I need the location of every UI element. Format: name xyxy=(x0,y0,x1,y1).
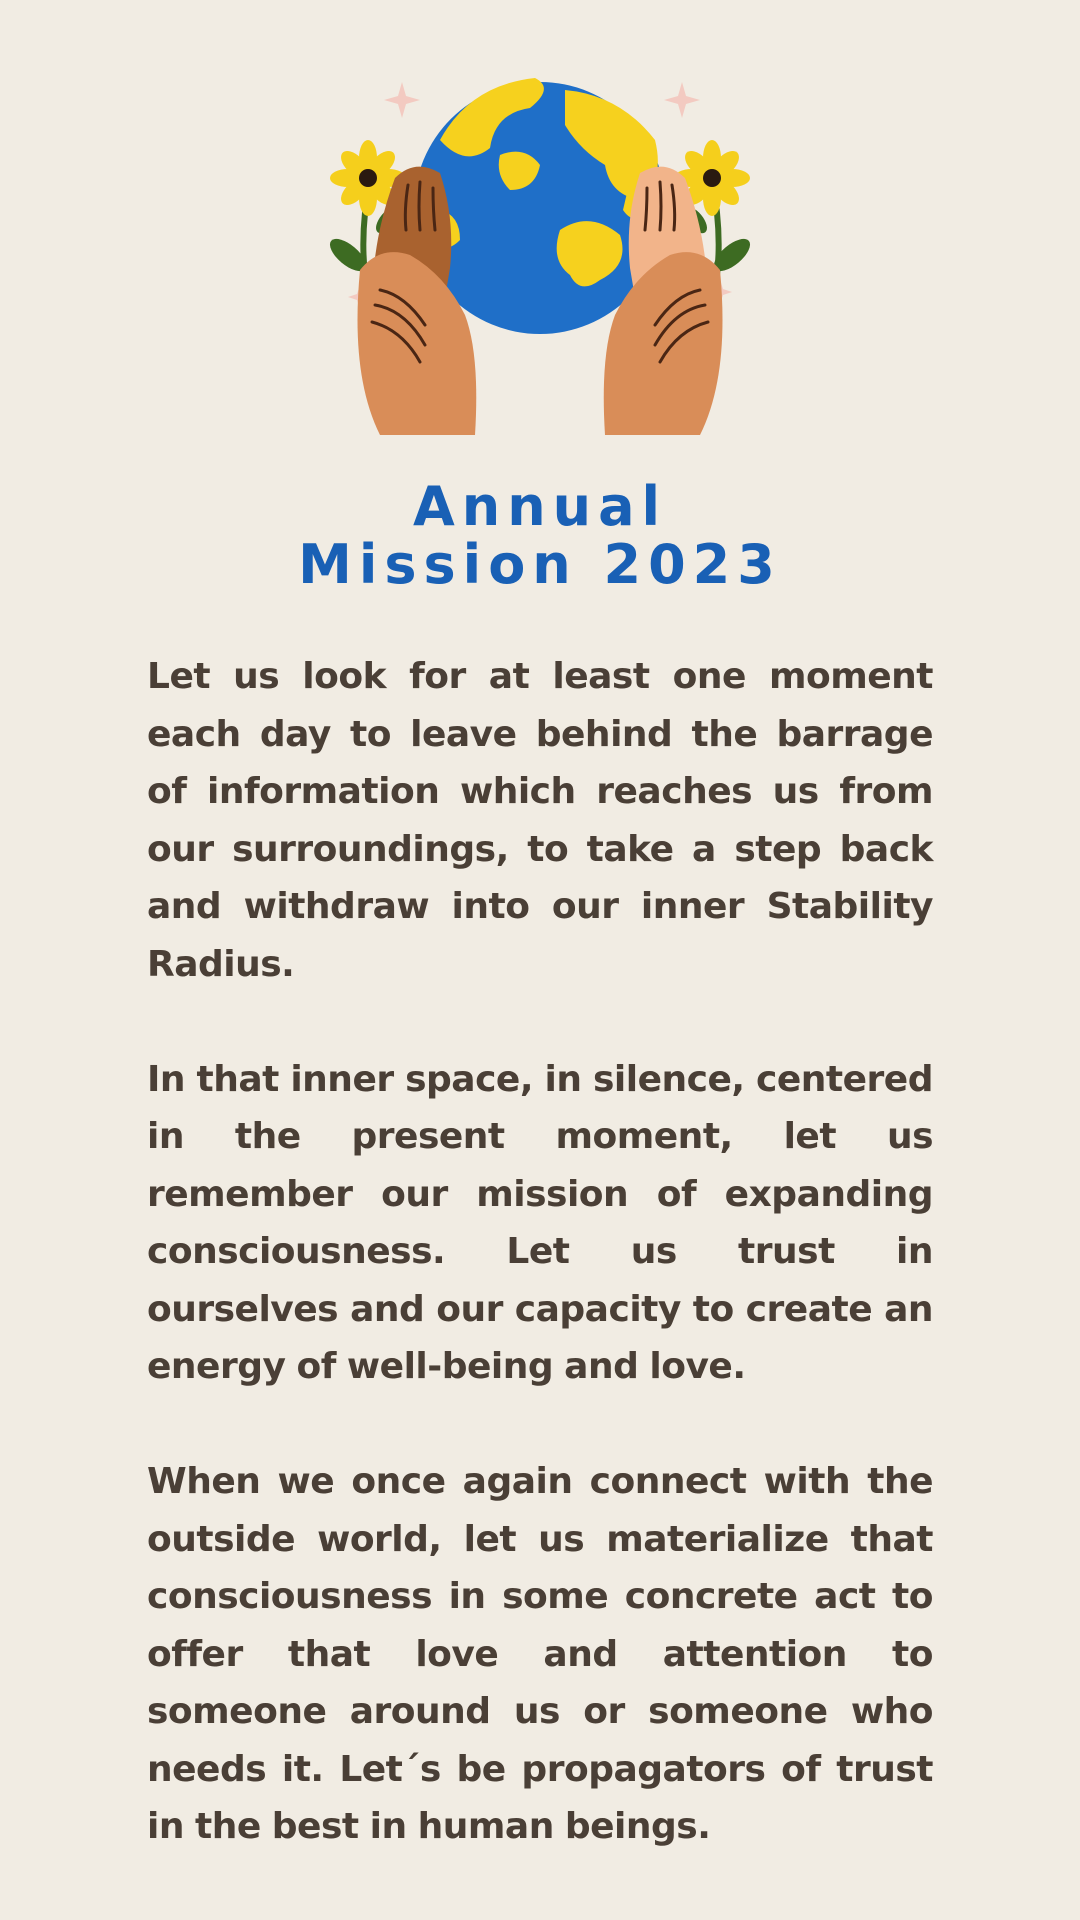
hands-globe-illustration xyxy=(300,60,780,440)
globe-hands-icon xyxy=(300,60,780,440)
paragraph-1: Let us look for at least one moment each day to leave behind the barrage of information which reaches us from our surroundings, to take a step back and withdraw into our inner Stability Radius. xyxy=(147,656,933,985)
paragraph-3: When we once again connect with the outside world, let us materialize that consciousness in some concrete act to offer that love and attention to someone around us or someone who needs it. Let´s be propagators of trust in the best in human beings. xyxy=(147,1461,933,1847)
title-line-1: Annual xyxy=(412,475,668,538)
title-line-2: Mission 2023 xyxy=(298,533,782,596)
mission-text xyxy=(147,648,933,1913)
paragraph-2: In that inner space, in silence, centered in the present moment, let us remember our mission of expanding consciousness. Let us trust in ourselves and our capacity to create an energy of well-being and love. xyxy=(147,1058,933,1387)
page-title xyxy=(0,475,1080,596)
